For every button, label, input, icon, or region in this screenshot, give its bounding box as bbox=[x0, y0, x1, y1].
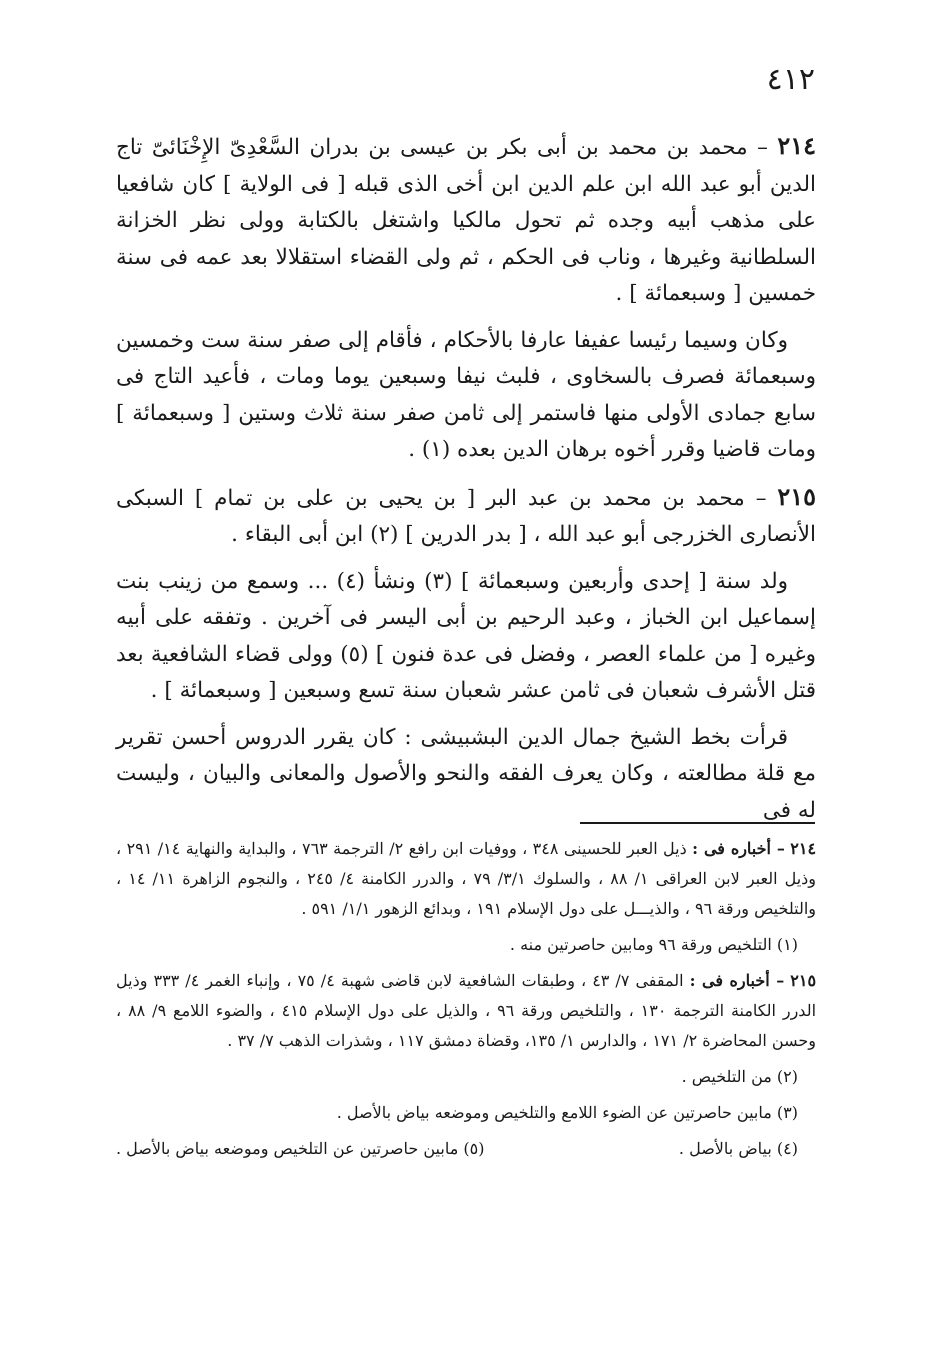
sources-215 bbox=[116, 966, 816, 1056]
page-number: ٤١٢ bbox=[766, 62, 815, 97]
footnote-3: (٣) مابين حاصرتين عن الضوء اللامع والتلخيص وموضعه بياض بالأصل . bbox=[336, 1103, 798, 1122]
entry-number: ٢١٤ bbox=[777, 131, 816, 160]
footnote-1: (١) التلخيص ورقة ٩٦ ومابين حاصرتين منه . bbox=[509, 935, 798, 954]
entry-215-para-1 bbox=[116, 479, 816, 554]
footnotes bbox=[116, 834, 816, 1164]
sources-214 bbox=[116, 834, 816, 924]
entry-214-para-1 bbox=[116, 128, 816, 313]
entry-number: ٢١٥ bbox=[777, 481, 816, 511]
entry-214-para-2: وكان وسيما رئيسا عفيفا عارفا بالأحكام ، فأقام إلى صفر سنة ست وخمسين وسبعمائة فصرف بالسخاوى ، فلبث نيفا وسبعين يوما ومات ، فأعيد التاج فى سابع جمادى الأولى منها فاستمر إلى ثامن صفر سنة ثلاث وستين [ وسبعمائة ] ومات قاضيا وقرر أخوه برهان الدين بعده (١) . bbox=[116, 327, 816, 462]
main-text bbox=[116, 128, 816, 839]
footnote-4: (٤) بياض بالأصل . bbox=[678, 1139, 798, 1158]
sources-label: – أخباره فى : bbox=[689, 971, 785, 990]
sources-number: ٢١٤ bbox=[790, 839, 817, 858]
sources-label: – أخباره فى : bbox=[692, 839, 785, 858]
footnote-divider bbox=[580, 822, 815, 824]
sources-number: ٢١٥ bbox=[790, 971, 817, 990]
sources-text: المقفى ٧/ ٤٣ ، وطبقات الشافعية لابن قاضى شهبة ٤/ ٧٥ ، وإنباء الغمر ٤/ ٣٣٣ وذيل الدرر الكامنة الترجمة ١٣٠ ، والتلخيص ورقة ٩٦ ، والذيل على دول الإسلام ٤١٥ ، والضوء اللامع ٩/ ٨٨ ، وحسن المحاضرة ٢/ ١٧١ ، والدارس ١/ ١٣٥، وقضاة دمشق ١١٧ ، وشذرات الذهب ٧/ ٣٧ . bbox=[116, 971, 817, 1050]
footnotes-4-5 bbox=[116, 1134, 816, 1164]
entry-text: – محمد بن محمد بن أبى بكر بن عيسى بن بدران السَّعْدِىّ الإِخْنَائىّ تاج الدين أبو عبد الله ابن علم الدين ابن أخى الذى قبله [ فى الولاية ] كان شافعيا على مذهب أبيه وجده ثم تحول مالكيا واشتغل بالكتابة وولى نظر الخزانة السلطانية وغيرها ، وناب فى الحكم ، ثم ولى القضاء استقلالا بعد عمه فى سنة خمسين [ وسبعمائة ] . bbox=[116, 135, 816, 306]
entry-215-para-2: ولد سنة [ إحدى وأربعين وسبعمائة ] (٣) ونشأ (٤) ... وسمع من زينب بنت إسماعيل ابن الخباز ، وعبد الرحيم بن أبى اليسر فى آخرين . وتفقه على أبيه وغيره [ من علماء العصر ، وفضل فى عدة فنون ] (٥) وولى قضاء الشافعية بعد قتل الأشرف شعبان فى ثامن عشر شعبان سنة تسع وسبعين [ وسبعمائة ] . bbox=[116, 568, 817, 703]
footnote-2: (٢) من التلخيص . bbox=[681, 1067, 798, 1086]
entry-text: – محمد بن محمد بن عبد البر [ بن يحيى بن على بن تمام ] السبكى الأنصارى الخزرجى أبو عبد الله ، [ بدر الدرين ] (٢) ابن أبى البقاء . bbox=[116, 485, 816, 547]
sources-text: ذيل العبر للحسينى ٣٤٨ ، ووفيات ابن رافع ٢/ الترجمة ٧٦٣ ، والبداية والنهاية ١٤/ ٢٩١ ، وذيل العبر لابن العراقى ١/ ٨٨ ، والسلوك ٣/١/ ٧٩ ، والدرر الكامنة ٤/ ٢٤٥ ، والنجوم الزاهرة ١١/ ١٤ ، والتلخيص ورقة ٩٦ ، والذيـــل على دول الإسلام ١٩١ ، وبدائع الزهور ١/١/ ٥٩١ . bbox=[116, 839, 817, 918]
entry-215-para-3: قرأت بخط الشيخ جمال الدين البشبيشى : كان يقرر الدروس أحسن تقرير مع قلة مطالعته ، وكان يعرف الفقه والنحو والأصول والمعانى والبيان ، وليست له فى bbox=[116, 724, 816, 823]
footnote-5: (٥) مابين حاصرتين عن التلخيص وموضعه بياض بالأصل . bbox=[116, 1139, 485, 1158]
